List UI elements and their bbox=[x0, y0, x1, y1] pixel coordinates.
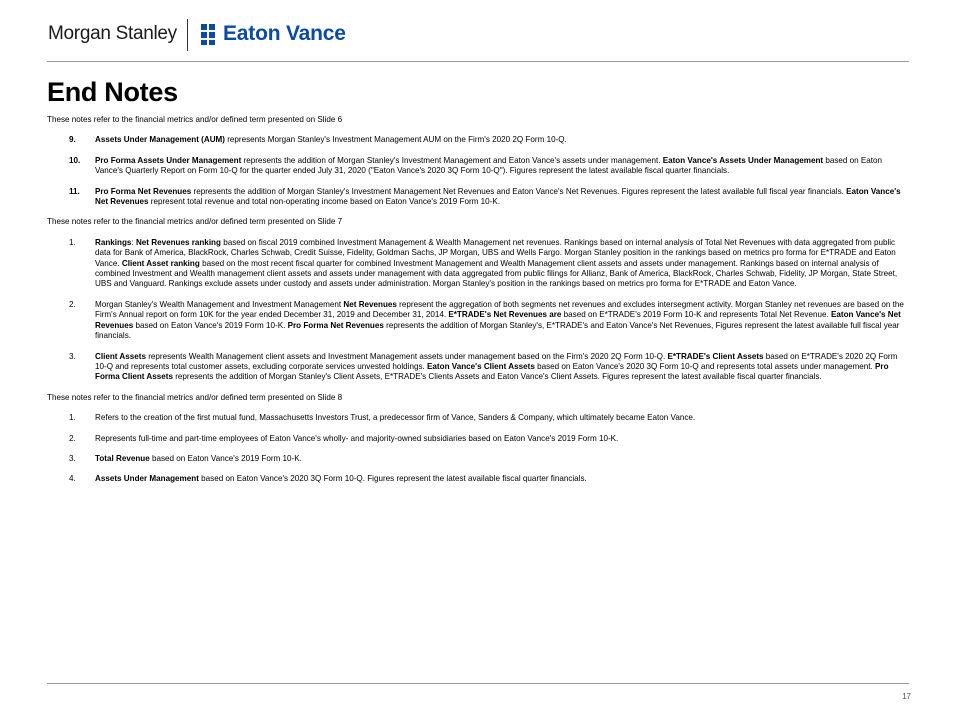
note-term: Assets Under Management (AUM) bbox=[95, 135, 225, 145]
note-number: 11. bbox=[69, 186, 80, 196]
note-term: Client Assets bbox=[95, 351, 146, 361]
note-number: 2. bbox=[69, 433, 76, 443]
section-intro: These notes refer to the financial metrics and/or defined term presented on Slide 8 bbox=[47, 392, 343, 402]
note-number: 3. bbox=[69, 453, 76, 463]
note-term: Pro Forma Net Revenues bbox=[287, 320, 384, 330]
note-number: 1. bbox=[69, 237, 76, 247]
note-text: represents the addition of Morgan Stanley's, E*TRADE's and Eaton Vance's Net Revenues, Figures represent the latest available full fiscal year financials. bbox=[95, 320, 900, 341]
end-note bbox=[47, 156, 909, 177]
end-note bbox=[47, 434, 909, 444]
note-text: based on Eaton Vance's 2020 3Q Form 10-Q and represents total assets under management. bbox=[534, 361, 876, 371]
note-text: represent the aggregation of both segments net revenues and excludes intersegment activity. Morgan Stanley net revenues are based on the Firm's Annual report on form 10K for the year ended December 31, 2019 and December 31, 2014. bbox=[95, 299, 904, 320]
note-term: E*TRADE's Client Assets bbox=[667, 351, 764, 361]
note-term: Eaton Vance's Net Revenues bbox=[95, 186, 901, 207]
note-text: based on Eaton Vance's 2020 3Q Form 10-Q. Figures represent the latest available fiscal quarter financials. bbox=[198, 474, 587, 484]
note-text: : bbox=[131, 237, 136, 247]
end-note bbox=[47, 413, 909, 423]
note-text: based on fiscal 2019 combined Investment Management & Wealth Management net revenues. Rankings based on internal analysis of Total Net Revenues with data aggregated from public data for Bank of America, BlackRock, Charles Schwab, Credit Suisse, Fidelity, Goldman Sachs, JP Morgan, UBS and Wells Fargo. Morgan Stanley position in the rankings based on metrics pro forma for E*TRADE and Eaton Vance. bbox=[95, 237, 896, 268]
notes-content bbox=[47, 115, 909, 495]
note-number: 10. bbox=[69, 155, 81, 165]
end-note bbox=[47, 300, 909, 342]
note-term: Net Revenues bbox=[343, 299, 397, 309]
page-number: 17 bbox=[902, 692, 911, 701]
note-text: based on Eaton Vance's 2019 Form 10-K. bbox=[149, 453, 302, 463]
section-intro: These notes refer to the financial metrics and/or defined term presented on Slide 6 bbox=[47, 115, 343, 124]
note-text: represents the addition of Morgan Stanley's Investment Management and Eaton Vance's assets under management. bbox=[241, 155, 663, 165]
note-text: based on Eaton Vance's Quarterly Report on Form 10-Q for the quarter ended July 31, 2020 ("Eaton Vance's 2020 3Q Form 10-Q"). Figures represent the latest available fiscal quarter financials. bbox=[95, 155, 883, 176]
eaton-vance-mark-icon bbox=[201, 24, 216, 45]
note-term: Eaton Vance's Client Assets bbox=[427, 361, 535, 371]
note-text: represents the addition of Morgan Stanley's Investment Management Net Revenues and Eaton Vance's Net Revenues. Figures represent the latest available full fiscal year financials. bbox=[191, 186, 847, 196]
logo-divider bbox=[187, 19, 188, 51]
end-note bbox=[47, 187, 909, 208]
note-term: Client Asset ranking bbox=[121, 258, 200, 268]
page-title: End Notes bbox=[47, 77, 178, 107]
eaton-vance-logo: Eaton Vance bbox=[223, 22, 346, 45]
note-term: Pro Forma Net Revenues bbox=[95, 186, 192, 196]
note-text: represents the addition of Morgan Stanley's Client Assets, E*TRADE's Clients Assets and Eaton Vance's Client Assets. Figures represent the latest available fiscal quarter financials. bbox=[172, 372, 822, 382]
note-number: 2. bbox=[69, 299, 76, 309]
note-text: based on E*TRADE's 2019 Form 10-K and represents Total Net Revenue. bbox=[561, 310, 831, 320]
section-intro: These notes refer to the financial metrics and/or defined term presented on Slide 7 bbox=[47, 217, 343, 227]
note-text: represents Morgan Stanley's Investment Management AUM on the Firm's 2020 2Q Form 10-Q. bbox=[224, 135, 567, 145]
note-number: 9. bbox=[69, 135, 76, 145]
end-note bbox=[47, 238, 909, 290]
note-term: E*TRADE's Net Revenues are bbox=[448, 310, 562, 320]
note-text: based on the most recent fiscal quarter for combined Investment Management and Wealth Management client assets and assets under management. Rankings based on internal analysis of combined Investment and Wealth management client assets and assets under management with data aggregated from public filings for Allianz, Bank of America, BlackRock, Charles Schwab, Fidelity, JP Morgan, State Street, UBS and Vanguard. Rankings exclude assets under custody and assets under administration. Morgan Stanley's position in the rankings based on metrics pro forma for E*TRADE and Eaton Vance. bbox=[95, 258, 898, 289]
footer-rule bbox=[47, 683, 909, 684]
note-term: Pro Forma Client Assets bbox=[95, 361, 889, 382]
end-note bbox=[47, 474, 909, 484]
end-note bbox=[47, 135, 909, 145]
note-term: Assets Under Management bbox=[95, 474, 199, 484]
note-term: Total Revenue bbox=[95, 453, 150, 463]
note-term: Net Revenues ranking bbox=[135, 237, 221, 247]
note-term: Eaton Vance's Net Revenues bbox=[95, 310, 901, 330]
end-note bbox=[47, 352, 909, 383]
note-text: based on Eaton Vance's 2019 Form 10-K. bbox=[133, 320, 288, 330]
note-text: Refers to the creation of the first mutual fund, Massachusetts Investors Trust, a predecessor firm of Vance, Sanders & Company, which ultimately became Eaton Vance. bbox=[95, 413, 696, 423]
note-term: Eaton Vance's Assets Under Management bbox=[662, 155, 824, 165]
end-note bbox=[47, 454, 909, 464]
note-number: 1. bbox=[69, 413, 76, 423]
note-text: represent total revenue and total non-operating income based on Eaton Vance's 2019 Form 10-K. bbox=[148, 197, 500, 207]
note-number: 4. bbox=[69, 474, 76, 484]
note-number: 3. bbox=[69, 351, 76, 361]
note-text: represents Wealth Management client assets and Investment Management assets under management based on the Firm's 2020 2Q Form 10-Q. bbox=[145, 351, 668, 361]
note-text: based on E*TRADE's 2020 2Q Form 10-Q and represents total customer assets, excluding corporate services unvested holdings. bbox=[95, 351, 898, 371]
note-text: Morgan Stanley's Wealth Management and Investment Management bbox=[95, 299, 344, 309]
note-text: Represents full-time and part-time employees of Eaton Vance's wholly- and majority-owned subsidiaries based on Eaton Vance's 2019 Form 10-K. bbox=[95, 433, 619, 443]
note-term: Rankings bbox=[95, 237, 132, 247]
morgan-stanley-logo: Morgan Stanley bbox=[48, 23, 177, 44]
note-term: Pro Forma Assets Under Management bbox=[95, 155, 242, 165]
header-rule bbox=[47, 61, 909, 62]
